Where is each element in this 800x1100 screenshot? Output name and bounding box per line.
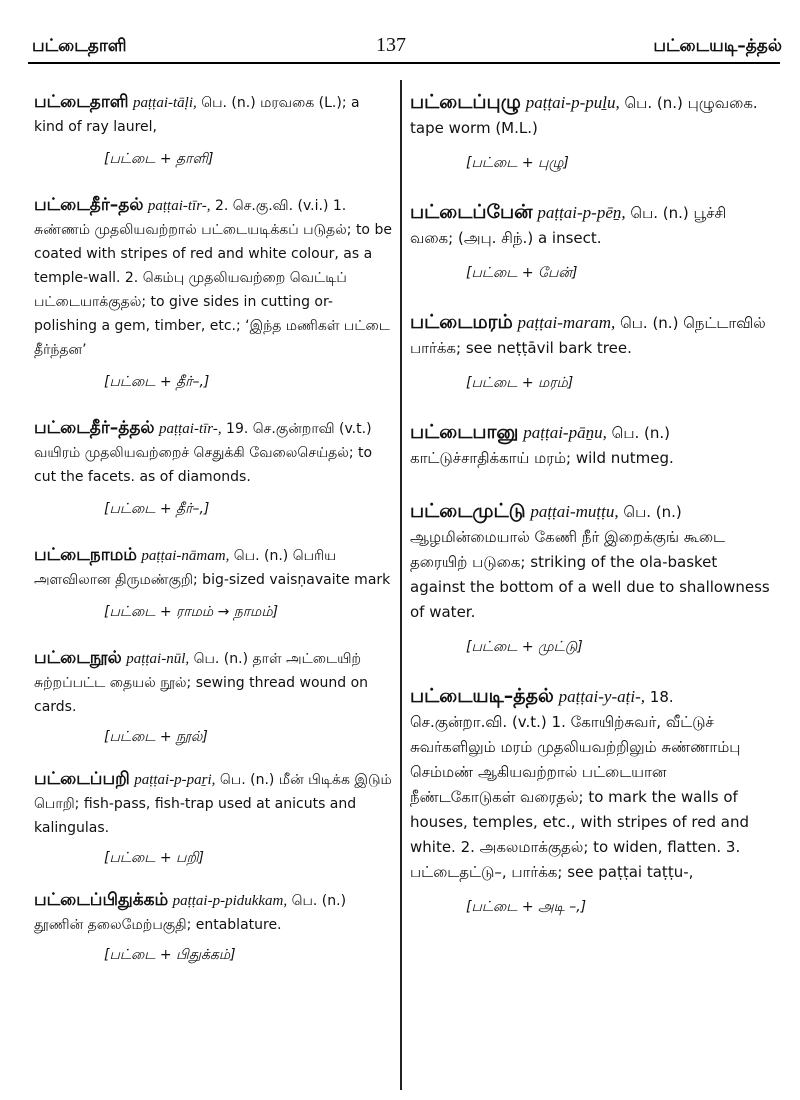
definition: பெ. (n.) தூணின் தலைமேற்பகுதி; entablature. [34, 893, 347, 933]
dictionary-entry [34, 646, 392, 749]
etymology: [பட்டை + பிதுக்கம்] [104, 947, 236, 963]
column-divider [400, 80, 402, 1090]
definition: 19. செ.குன்றாவி (v.t.) வயிரம் முதலியவற்றைச் செதுக்கி வேலைசெய்தல்; to cut the facets. as of diamonds. [34, 421, 373, 485]
headword: பட்டைப்பறி [34, 769, 130, 789]
etymology: [பட்டை + மரம்] [466, 375, 574, 391]
dictionary-entry [410, 499, 770, 660]
definition: பெ. (n.) ஆழமின்மையால் கேணி நீர் இறைக்குங் கூடை தரையிற் படுகை; striking of the ola-basket against the bottom of a well due to shallowness of water. [410, 503, 770, 621]
header-rule [28, 62, 780, 64]
headword: பட்டைநூல் [34, 648, 122, 668]
definition: 18. செ.குன்றா.வி. (v.t.) 1. கோயிற்சுவர், வீட்டுச் சுவர்களிலும் மரம் முதலியவற்றிலும் சுண்ணாம்பு செம்மண் ஆகியவற்றால் பட்டையான நீண்டகோடுகள் வரைதல்; to mark the walls of houses, temples, etc., with stripes of red and white. 2. அகலமாக்குதல்; to widen, flatten. 3. பட்டைதட்டு–, பார்க்க; see paṭṭai taṭṭu-, [410, 688, 749, 881]
transliteration: paṭṭai-p-paṟi, [134, 772, 216, 788]
headword: பட்டைமரம் [410, 311, 513, 333]
dictionary-entry [34, 416, 392, 521]
transliteration: paṭṭai-maram, [517, 313, 616, 332]
headword: பட்டையடி–த்தல் [410, 685, 554, 707]
transliteration: paṭṭai-y-aṭi-, [558, 687, 645, 706]
headword: பட்டைதீர்–த்தல் [34, 418, 155, 438]
transliteration: paṭṭai-p-pidukkam, [172, 893, 288, 909]
transliteration: paṭṭai-tīr-, [147, 198, 211, 214]
transliteration: paṭṭai-nāmam, [141, 548, 230, 564]
dictionary-entry [34, 888, 392, 967]
headword: பட்டைமுட்டு [410, 500, 526, 522]
page-number: 137 [376, 34, 406, 56]
dictionary-entry [410, 310, 770, 396]
transliteration: paṭṭai-p-pēṉ, [537, 203, 626, 222]
etymology: [பட்டை + அடி –,] [466, 899, 587, 915]
dictionary-entry [34, 90, 392, 171]
definition: பெ. (n.) பெரிய அளவிலான திருமண்குறி; big-sized vaisṇavaite mark [34, 548, 391, 588]
headword: பட்டைதீர்–தல் [34, 195, 144, 215]
left-column [34, 90, 392, 967]
etymology: [பட்டை + தாளி] [104, 151, 214, 167]
headword: பட்டைபானு [410, 421, 519, 443]
etymology: [பட்டை + புழு] [466, 155, 569, 171]
headword: பட்டைப்பேன் [410, 201, 533, 223]
dictionary-entry [410, 90, 770, 176]
headword: பட்டைப்புழு [410, 91, 521, 113]
transliteration: paṭṭai-muṭṭu, [530, 502, 619, 521]
dictionary-entry [410, 200, 770, 286]
definition: பெ. (n.) நெட்டாவில் பார்க்க; see neṭṭāvil bark tree. [410, 314, 766, 357]
dictionary-entry [410, 420, 770, 471]
etymology: [பட்டை + தீர்–,] [104, 374, 210, 390]
definition: பெ. (n.) புழுவகை. tape worm (M.L.) [410, 94, 758, 137]
page-header [0, 0, 800, 62]
dictionary-entry [34, 543, 392, 624]
definition: பெ. (n.) பூச்சி வகை; (அபு. சிந்.) a insect. [410, 204, 727, 247]
definition: பெ. (n.) மரவகை (L.); a kind of ray laurel, [34, 95, 360, 135]
dictionary-entry [410, 684, 770, 920]
definition: பெ. (n.) தாள் அட்டையிற் சுற்றப்பட்ட தையல் நூல்; sewing thread wound on cards. [34, 651, 369, 715]
headword: பட்டைப்பிதுக்கம் [34, 890, 169, 910]
transliteration: paṭṭai-tīr-, [158, 421, 222, 437]
dictionary-entry [34, 767, 392, 870]
definition: பெ. (n.) காட்டுச்சாதிக்காய் மரம்; wild nutmeg. [410, 424, 674, 467]
headword: பட்டைநாமம் [34, 545, 137, 565]
etymology: [பட்டை + பறி] [104, 850, 204, 866]
etymology: [பட்டை + பேன்] [466, 265, 578, 281]
running-head-left: பட்டைதாளி [32, 36, 127, 56]
etymology: [பட்டை + முட்டு] [466, 639, 583, 655]
etymology: [பட்டை + நூல்] [104, 729, 208, 745]
headword: பட்டைதாளி [34, 92, 129, 112]
etymology: [பட்டை + ராமம் → நாமம்] [104, 604, 279, 620]
transliteration: paṭṭai-pāṉu, [523, 423, 607, 442]
transliteration: paṭṭai-tāḷi, [133, 95, 197, 111]
running-head-right: பட்டையடி–த்தல் [653, 36, 782, 56]
definition: 2. செ.கு.வி. (v.i.) 1. சுண்ணம் முதலியவற்றால் பட்டையடிக்கப் படுதல்; to be coated with stripes of red and white colour, as a temple-wall. 2. கெம்பு முதலியவற்றை வெட்டிப் பட்டையாக்குதல்; to give sides in cutting or-polishing a gem, timber, etc.; ‘இந்த மணிகள் பட்டை தீர்ந்தன’ [34, 198, 392, 358]
right-column [410, 90, 770, 920]
etymology: [பட்டை + தீர்–,] [104, 501, 210, 517]
transliteration: paṭṭai-nūl, [126, 651, 190, 667]
transliteration: paṭṭai-p-puḻu, [525, 93, 620, 112]
dictionary-entry [34, 193, 392, 394]
definition: பெ. (n.) மீன் பிடிக்க இடும் பொறி; fish-pass, fish-trap used at anicuts and kalingulas. [34, 772, 392, 836]
